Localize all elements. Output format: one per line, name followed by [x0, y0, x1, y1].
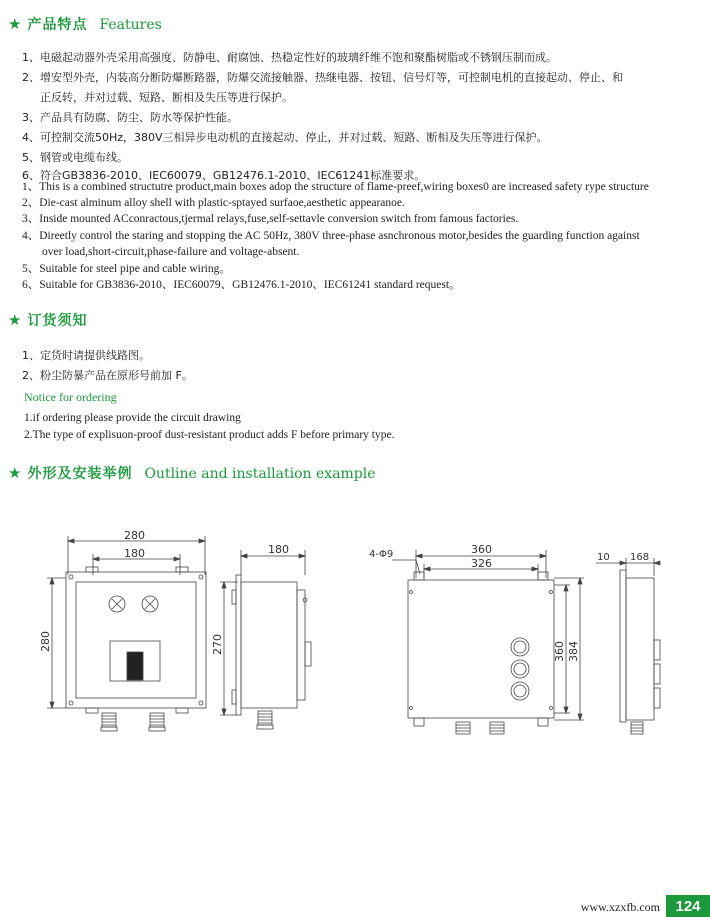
features-title-en: Features [99, 17, 162, 33]
feature-en-item: 5、Suitable for steel pipe and cable wiring。 [22, 263, 231, 275]
feature-cn-item: 5、钢管或电缆布线。 [22, 151, 128, 164]
dim-4phi9: 4-Φ9 [369, 549, 394, 560]
feature-en-item: 3、Inside mounted ACconractous,tjermal relays,fuse,self-settavle conversion switch from famous factories. [22, 213, 519, 225]
footer-url: www.xzxfb.com [580, 900, 660, 914]
dim-384: 384 [567, 641, 580, 662]
star-icon: ★ [8, 311, 22, 329]
feature-cn-item: 6、符合GB3836-2010、IEC60079、GB12476.1-2010、IEC61241标准要求。 [22, 169, 426, 182]
ordering-cn-item: 2、粉尘防暴产品在原形号前加 F。 [22, 369, 193, 382]
feature-en-item: over load,short-circuit,phase-failure and voltage-absent. [42, 246, 300, 258]
notice-title: Notice for ordering [24, 390, 117, 404]
feature-cn-item: 正反转，并对过载、短路、断相及失压等进行保护。 [40, 91, 293, 104]
outline-title-cn: 外形及安装举例 [27, 466, 133, 482]
ordering-heading [8, 310, 87, 330]
dim-180-top: 180 [124, 547, 145, 560]
dim-326: 326 [471, 557, 492, 570]
dim-360-right: 360 [553, 641, 566, 662]
feature-cn-item: 3、产品具有防腐、防尘、防水等保护性能。 [22, 111, 238, 124]
dim-168: 168 [630, 552, 650, 563]
feature-en-item: 2、Die-cast alminum alloy shell with plastic-sptayed surfaoe,aesthetic appearanoe. [22, 197, 405, 209]
outline-heading [8, 463, 376, 483]
features-title-cn: 产品特点 [27, 17, 88, 33]
ordering-cn-item: 1、定货时请提供线路图。 [22, 349, 150, 362]
dim-10: 10 [597, 552, 610, 563]
ordering-title-cn: 订货须知 [27, 313, 88, 329]
dim-360-top: 360 [471, 543, 492, 556]
dim-280-top: 280 [124, 529, 145, 542]
outline-title-en: Outline and installation example [144, 466, 376, 482]
page-number: 124 [666, 895, 710, 917]
feature-cn-item: 4、可控制交流50Hz，380V三相异步电动机的直接起动、停止，并对过载、短路、断相及失压等进行保护。 [22, 131, 548, 144]
feature-cn-item: 2、增安型外壳，内装高分断防爆断路器，防爆交流接触器、热继电器、按钮、信号灯等，可控制电机的直接起动、停止、和 [22, 71, 623, 84]
ordering-en-item: 1.if ordering please provide the circuit drawing [24, 412, 241, 424]
dim-280-left: 280 [39, 631, 52, 652]
features-heading [8, 14, 162, 34]
feature-cn-item: 1、电磁起动器外壳采用高强度、防静电、耐腐蚀、热稳定性好的玻璃纤维不饱和聚酯树脂或不锈钢压制而成。 [22, 51, 557, 64]
outline-drawing [0, 520, 710, 760]
ordering-en-item: 2.The type of explisuon-proof dust-resistant product adds F before primary type. [24, 429, 395, 441]
feature-en-item: 1、This is a combined structutre product,main boxes adop the structure of flame-preef,wiring boxes0 are increased safety rype structure [22, 181, 649, 193]
feature-en-item: 6、Suitable for GB3836-2010、IEC60079、GB12476.1-2010、IEC61241 standard request。 [22, 279, 461, 291]
feature-en-item: 4、Direetly control the staring and stopping the AC 50Hz, 380V three-phase asnchronous motor,besides the guarding function against [22, 230, 640, 242]
star-icon: ★ [8, 15, 22, 33]
dim-180-side: 180 [268, 543, 289, 556]
star-icon: ★ [8, 464, 22, 482]
dim-270: 270 [211, 634, 224, 655]
